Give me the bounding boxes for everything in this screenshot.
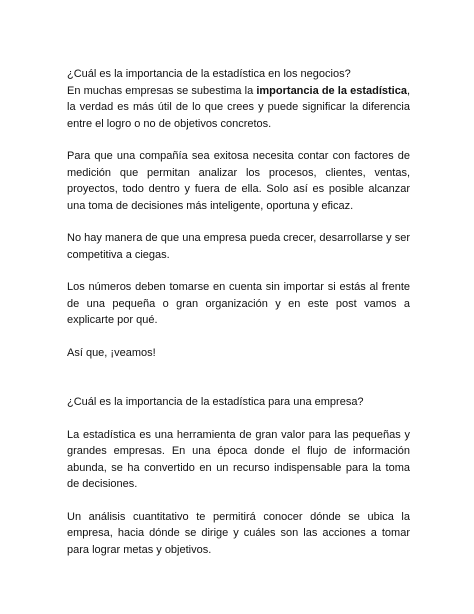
paragraph-quantitative: Un análisis cuantitativo te permitirá conocer dónde se ubica la empresa, hacia dónde se dirige y cuáles son las acciones a tomar para lograr metas y objetivos.	[67, 510, 410, 556]
paragraph-text: En muchas empresas se subestima la	[67, 84, 257, 97]
bold-phrase: importancia de la estadística	[256, 84, 407, 97]
paragraph-numbers: Los números deben tomarse en cuenta sin importar si estás al frente de una pequeña o gran organización y en este post vamos a explicarte por qué.	[67, 281, 410, 326]
paragraph-lets-see: Así que, ¡veamos!	[67, 346, 156, 359]
paragraph-underestimated	[67, 83, 410, 133]
paragraph-tool-value: La estadística es una herramienta de gran valor para las pequeñas y grandes empresas. En una época donde el flujo de información abunda, se ha convertido en un recurso indispensable para la toma de decisiones.	[67, 428, 410, 490]
paragraph-text: , la verdad es más útil de lo que crees y puede significar la diferencia entre el logro o no de objetivos concretos.	[67, 84, 411, 130]
document-page	[67, 66, 410, 558]
section-heading-company: ¿Cuál es la importancia de la estadística para una empresa?	[67, 396, 364, 408]
section-heading-business: ¿Cuál es la importancia de la estadística en los negocios?	[67, 68, 351, 80]
paragraph-measurement: Para que una compañía sea exitosa necesita contar con factores de medición que permitan analizar los procesos, clientes, ventas, proyectos, todo dentro y fuera de ella. Solo así es posible alcanzar una toma de decisiones más inteligente, oportuna y eficaz.	[67, 150, 410, 212]
paragraph-blind: No hay manera de que una empresa pueda crecer, desarrollarse y ser competitiva a ciegas.	[67, 232, 410, 261]
